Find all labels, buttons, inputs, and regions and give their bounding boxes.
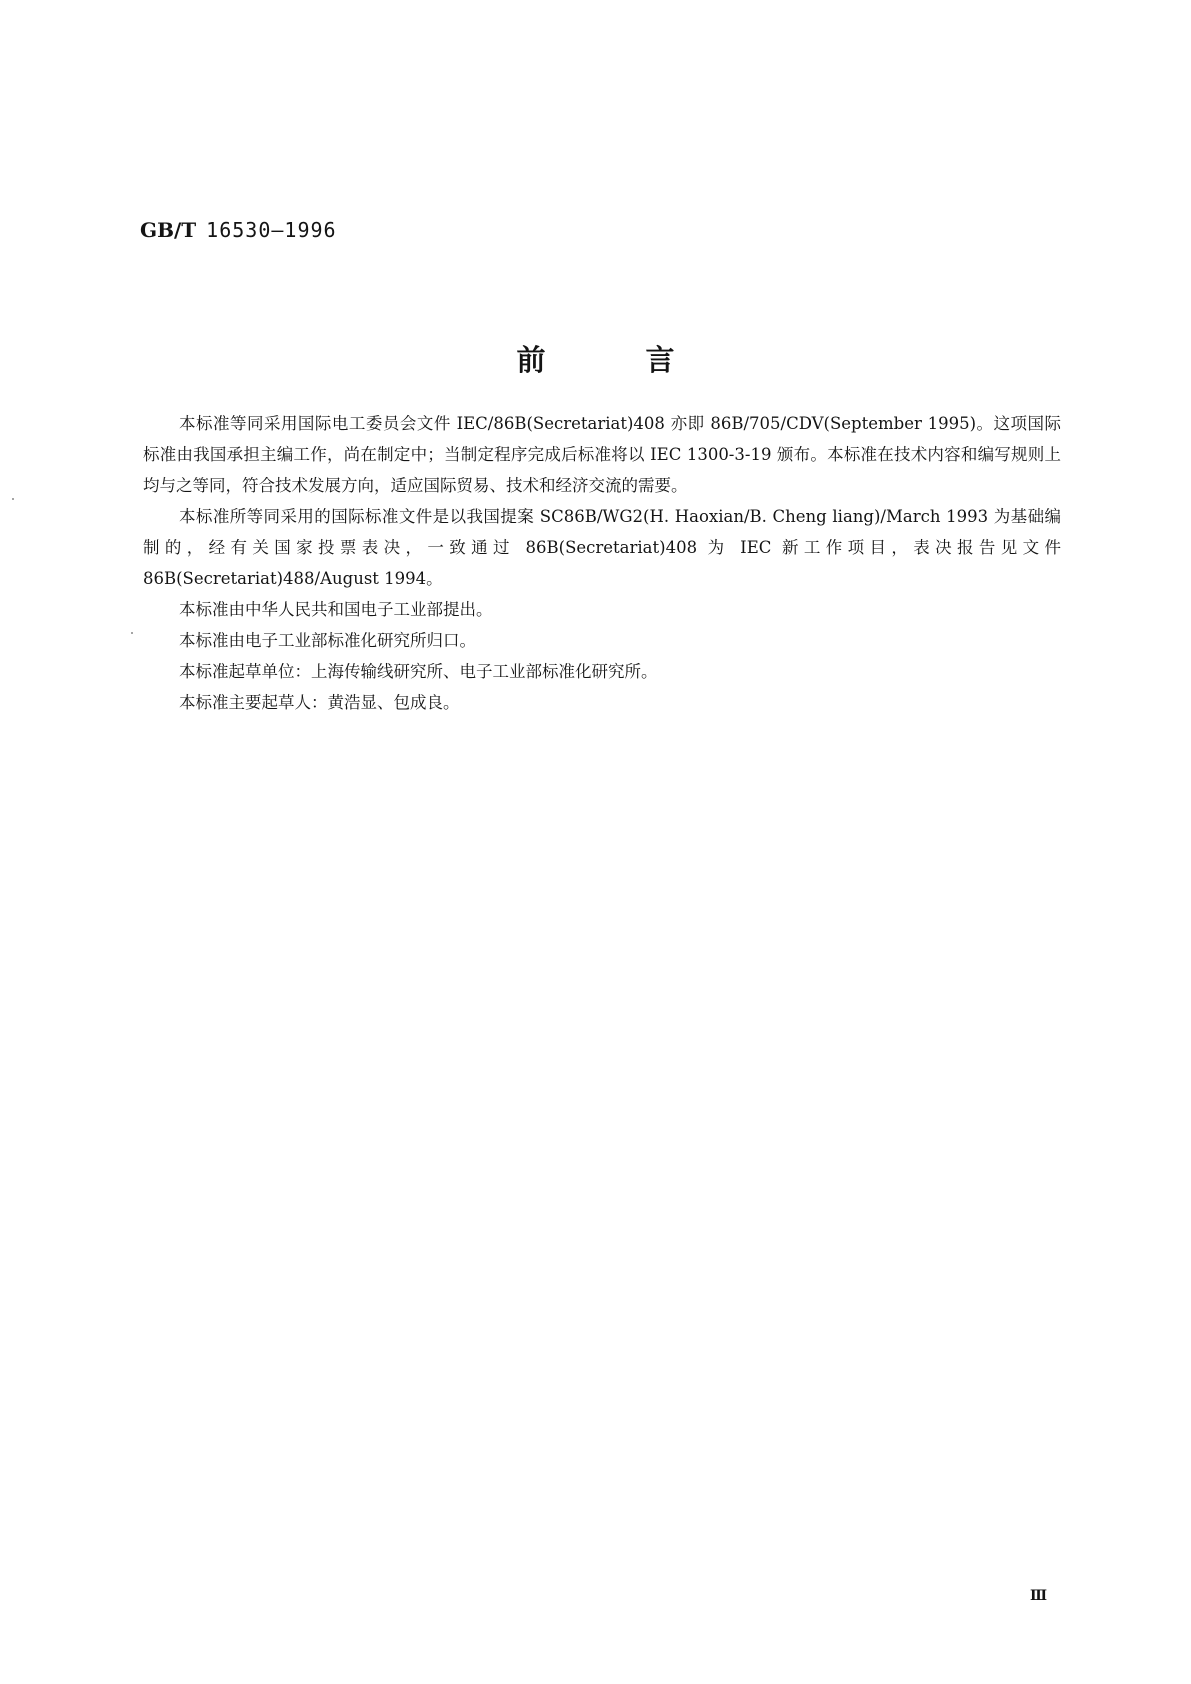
standard-number xyxy=(140,218,337,242)
paragraph-drafting-units: 本标准起草单位：上海传输线研究所、电子工业部标准化研究所。 xyxy=(179,662,658,681)
paragraph-drafters: 本标准主要起草人：黄浩显、包成良。 xyxy=(179,693,460,712)
paragraph-origin: 本标准所等同采用的国际标准文件是以我国提案 SC86B/WG2(H. Haoxian/B. Cheng liang)/March 1993 为基础编制的，经有关国家投票表决，一致通过 86B(Secretariat)408 为 IEC 新工作项目，表决报告见文件 86B(Secretariat)488/August 1994。 xyxy=(143,507,1061,588)
standard-code: 16530—1996 xyxy=(206,218,337,242)
paragraph-administrator: 本标准由电子工业部标准化研究所归口。 xyxy=(179,631,476,650)
paragraph-proposer: 本标准由中华人民共和国电子工业部提出。 xyxy=(179,600,493,619)
scan-speck xyxy=(12,498,14,500)
paragraph-adoption: 本标准等同采用国际电工委员会文件 IEC/86B(Secretariat)408 亦即 86B/705/CDV(September 1995)。这项国际标准由我国承担主编工作，尚在制定中；当制定程序完成后标准将以 IEC 1300-3-19 颁布。本标准在技术内容和编写规则上均与之等同，符合技术发展方向，适应国际贸易、技术和经济交流的需要。 xyxy=(143,414,1061,495)
page-title: 前言 xyxy=(516,343,775,377)
standard-prefix: GB/T xyxy=(140,218,197,242)
scan-speck xyxy=(131,632,133,634)
foreword-body xyxy=(143,408,1061,718)
page-number: Ⅲ xyxy=(1030,1588,1048,1604)
